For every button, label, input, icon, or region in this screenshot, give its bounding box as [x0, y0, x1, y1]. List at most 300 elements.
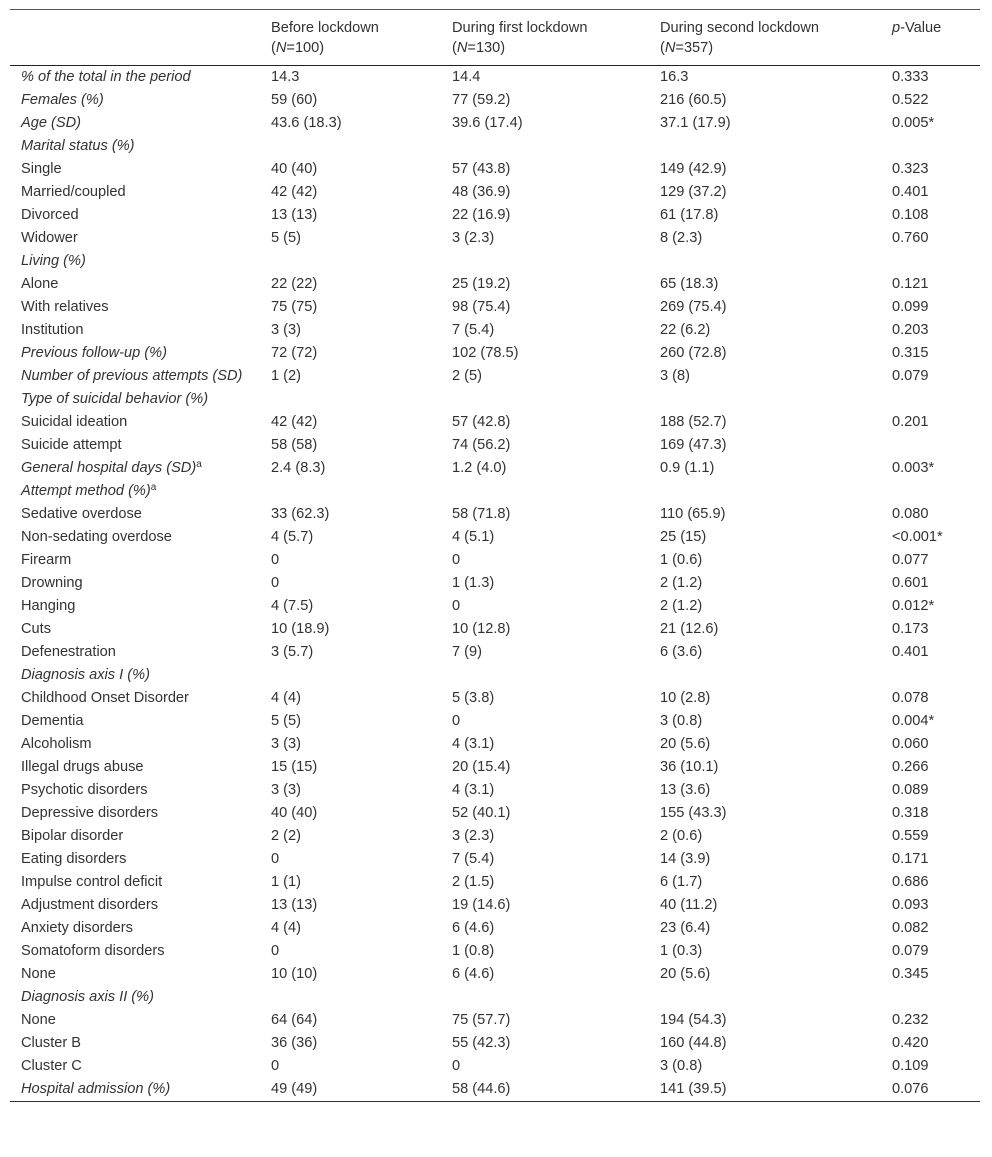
- row-label: [10, 595, 260, 618]
- table-row: [10, 503, 980, 526]
- row-label: [10, 89, 260, 112]
- before-lockdown-cell: 4 (5.7): [271, 529, 314, 545]
- row-label: [10, 503, 260, 526]
- first-lockdown-cell: 1 (0.8): [452, 943, 495, 959]
- first-lockdown-cell: 48 (36.9): [452, 184, 511, 200]
- p-value-cell: 0.079: [892, 368, 929, 384]
- p-value-cell: 0.012*: [892, 598, 935, 614]
- before-lockdown-cell: [260, 986, 441, 1009]
- p-value-cell: 0.323: [892, 161, 929, 177]
- row-label-text: Alone: [21, 276, 59, 292]
- p-value-cell: 0.333: [892, 69, 929, 85]
- first-lockdown-cell: 6 (4.6): [452, 920, 495, 936]
- before-lockdown-cell: 3 (3): [271, 782, 302, 798]
- table-section-row: [10, 986, 980, 1009]
- second-lockdown-cell: 160 (44.8): [660, 1035, 727, 1051]
- first-lockdown-cell: 55 (42.3): [452, 1035, 511, 1051]
- second-lockdown-cell: [649, 135, 881, 158]
- table-row: [10, 687, 980, 710]
- table-row: [10, 411, 980, 434]
- row-label-text: Anxiety disorders: [21, 920, 133, 936]
- first-lockdown-cell: 1 (1.3): [452, 575, 495, 591]
- table-row: [10, 1009, 980, 1032]
- header-n-prefix: (: [271, 40, 276, 56]
- before-lockdown-cell: 59 (60): [271, 92, 318, 108]
- second-lockdown-cell: 20 (5.6): [660, 736, 711, 752]
- row-label: [10, 549, 260, 572]
- before-lockdown-cell: 49 (49): [271, 1081, 318, 1097]
- second-lockdown-cell: 3 (0.8): [660, 713, 703, 729]
- before-lockdown-cell: 10 (10): [271, 966, 318, 982]
- p-value-cell: [881, 434, 980, 457]
- table-row: [10, 434, 980, 457]
- row-label-text: None: [21, 966, 56, 982]
- table-row: [10, 641, 980, 664]
- row-label-text: Impulse control deficit: [21, 874, 163, 890]
- table-row: [10, 1032, 980, 1055]
- row-label-text: Widower: [21, 230, 78, 246]
- row-label-text: Bipolar disorder: [21, 828, 124, 844]
- first-lockdown-cell: 0: [452, 598, 461, 614]
- row-label: [10, 825, 260, 848]
- second-lockdown-cell: 2 (1.2): [660, 575, 703, 591]
- row-label-text: Married/coupled: [21, 184, 126, 200]
- header-cell-empty: [10, 10, 260, 66]
- before-lockdown-cell: 4 (4): [271, 920, 302, 936]
- second-lockdown-cell: 129 (37.2): [660, 184, 727, 200]
- table-section-row: [10, 342, 980, 365]
- row-label: [10, 457, 260, 480]
- header-n-value: =357): [675, 40, 714, 56]
- row-label-text: None: [21, 1012, 56, 1028]
- p-value-cell: [881, 388, 980, 411]
- table-body: [10, 66, 980, 1102]
- before-lockdown-cell: 5 (5): [271, 713, 302, 729]
- table-row: [10, 802, 980, 825]
- p-symbol: p: [892, 20, 901, 36]
- table-row: [10, 618, 980, 641]
- table-row: [10, 319, 980, 342]
- second-lockdown-cell: 13 (3.6): [660, 782, 711, 798]
- p-value-cell: 0.203: [892, 322, 929, 338]
- row-label-text: Hospital admission (%): [21, 1081, 171, 1097]
- footnote-marker: a: [196, 459, 202, 470]
- row-label-text: Non-sedating overdose: [21, 529, 172, 545]
- table-row: [10, 710, 980, 733]
- first-lockdown-cell: [441, 986, 649, 1009]
- row-label-text: Somatoform disorders: [21, 943, 165, 959]
- row-label: [10, 135, 260, 158]
- before-lockdown-cell: 3 (3): [271, 736, 302, 752]
- table-row: [10, 733, 980, 756]
- header-n-symbol: N: [664, 40, 676, 56]
- second-lockdown-cell: 1 (0.6): [660, 552, 703, 568]
- lockdown-comparison-table: [10, 9, 980, 1102]
- before-lockdown-cell: [260, 664, 441, 687]
- row-label: [10, 917, 260, 940]
- first-lockdown-cell: 20 (15.4): [452, 759, 511, 775]
- before-lockdown-cell: 22 (22): [271, 276, 318, 292]
- second-lockdown-cell: [649, 664, 881, 687]
- before-lockdown-cell: 3 (5.7): [271, 644, 314, 660]
- p-value-cell: [881, 250, 980, 273]
- first-lockdown-cell: 6 (4.6): [452, 966, 495, 982]
- first-lockdown-cell: 7 (5.4): [452, 851, 495, 867]
- p-value-cell: 0.522: [892, 92, 929, 108]
- before-lockdown-cell: 1 (1): [271, 874, 302, 890]
- before-lockdown-cell: 0: [271, 552, 280, 568]
- row-label: [10, 641, 260, 664]
- row-label-text: % of the total in the period: [21, 69, 191, 85]
- first-lockdown-cell: 19 (14.6): [452, 897, 511, 913]
- before-lockdown-cell: [260, 480, 441, 503]
- table-section-row: [10, 664, 980, 687]
- header-n-symbol: N: [275, 40, 287, 56]
- row-label: [10, 802, 260, 825]
- row-label-text: Depressive disorders: [21, 805, 159, 821]
- p-value-cell: 0.076: [892, 1081, 929, 1097]
- row-label: [10, 273, 260, 296]
- row-label-text: Divorced: [21, 207, 79, 223]
- row-label-text: Childhood Onset Disorder: [21, 690, 189, 706]
- before-lockdown-cell: 75 (75): [271, 299, 318, 315]
- row-label-text: Defenestration: [21, 644, 116, 660]
- row-label: [10, 871, 260, 894]
- p-value-cell: 0.121: [892, 276, 929, 292]
- row-label: [10, 963, 260, 986]
- second-lockdown-cell: 260 (72.8): [660, 345, 727, 361]
- second-lockdown-cell: 269 (75.4): [660, 299, 727, 315]
- second-lockdown-cell: 6 (1.7): [660, 874, 703, 890]
- table-row: [10, 273, 980, 296]
- first-lockdown-cell: [441, 664, 649, 687]
- p-value-cell: 0.601: [892, 575, 929, 591]
- first-lockdown-cell: [441, 480, 649, 503]
- second-lockdown-cell: [649, 388, 881, 411]
- first-lockdown-cell: 1.2 (4.0): [452, 460, 507, 476]
- row-label: [10, 342, 260, 365]
- first-lockdown-cell: 57 (43.8): [452, 161, 511, 177]
- first-lockdown-cell: 77 (59.2): [452, 92, 511, 108]
- first-lockdown-cell: 3 (2.3): [452, 828, 495, 844]
- data-table-container: [10, 9, 980, 1102]
- p-value-cell: 0.080: [892, 506, 929, 522]
- table-row: [10, 158, 980, 181]
- p-value-cell: 0.401: [892, 644, 929, 660]
- first-lockdown-cell: 2 (5): [452, 368, 483, 384]
- row-label: [10, 733, 260, 756]
- row-label-text: Illegal drugs abuse: [21, 759, 144, 775]
- table-row: [10, 871, 980, 894]
- p-value-cell: 0.093: [892, 897, 929, 913]
- first-lockdown-cell: 58 (71.8): [452, 506, 511, 522]
- second-lockdown-cell: 65 (18.3): [660, 276, 719, 292]
- row-label: [10, 480, 260, 503]
- table-row: [10, 963, 980, 986]
- before-lockdown-cell: 1 (2): [271, 368, 302, 384]
- table-row: [10, 227, 980, 250]
- row-label: [10, 687, 260, 710]
- row-label-text: General hospital days (SD): [21, 460, 197, 476]
- second-lockdown-cell: 37.1 (17.9): [660, 115, 731, 131]
- first-lockdown-cell: 58 (44.6): [452, 1081, 511, 1097]
- table-section-row: [10, 112, 980, 135]
- before-lockdown-cell: 0: [271, 851, 280, 867]
- second-lockdown-cell: 169 (47.3): [660, 437, 727, 453]
- first-lockdown-cell: [441, 135, 649, 158]
- p-value-cell: 0.003*: [892, 460, 935, 476]
- second-lockdown-cell: 25 (15): [660, 529, 707, 545]
- before-lockdown-cell: 3 (3): [271, 322, 302, 338]
- header-cell-first-lockdown: [441, 10, 649, 66]
- before-lockdown-cell: 33 (62.3): [271, 506, 330, 522]
- first-lockdown-cell: 7 (9): [452, 644, 483, 660]
- p-value-cell: [881, 986, 980, 1009]
- before-lockdown-cell: 10 (18.9): [271, 621, 330, 637]
- row-label: [10, 181, 260, 204]
- first-lockdown-cell: [441, 388, 649, 411]
- second-lockdown-cell: 3 (0.8): [660, 1058, 703, 1074]
- p-value-cell: 0.315: [892, 345, 929, 361]
- row-label-text: Hanging: [21, 598, 76, 614]
- row-label: [10, 526, 260, 549]
- second-lockdown-cell: 16.3: [660, 69, 689, 85]
- before-lockdown-cell: 64 (64): [271, 1012, 318, 1028]
- second-lockdown-cell: 149 (42.9): [660, 161, 727, 177]
- header-title: Before lockdown: [271, 20, 379, 36]
- header-row: [10, 10, 980, 66]
- row-label-text: Females (%): [21, 92, 104, 108]
- before-lockdown-cell: 42 (42): [271, 414, 318, 430]
- row-label: [10, 1009, 260, 1032]
- first-lockdown-cell: 39.6 (17.4): [452, 115, 523, 131]
- p-value-cell: 0.077: [892, 552, 929, 568]
- first-lockdown-cell: 0: [452, 552, 461, 568]
- second-lockdown-cell: [649, 986, 881, 1009]
- before-lockdown-cell: [260, 388, 441, 411]
- table-section-row: [10, 1078, 980, 1102]
- table-section-row: [10, 457, 980, 480]
- before-lockdown-cell: 36 (36): [271, 1035, 318, 1051]
- first-lockdown-cell: 14.4: [452, 69, 481, 85]
- before-lockdown-cell: 14.3: [271, 69, 300, 85]
- p-value-cell: 0.078: [892, 690, 929, 706]
- row-label: [10, 848, 260, 871]
- table-row: [10, 204, 980, 227]
- before-lockdown-cell: 4 (7.5): [271, 598, 314, 614]
- first-lockdown-cell: 0: [452, 1058, 461, 1074]
- table-section-row: [10, 66, 980, 90]
- header-title: During first lockdown: [452, 20, 588, 36]
- table-row: [10, 894, 980, 917]
- second-lockdown-cell: [649, 480, 881, 503]
- table-row: [10, 595, 980, 618]
- p-value-cell: 0.559: [892, 828, 929, 844]
- first-lockdown-cell: 75 (57.7): [452, 1012, 511, 1028]
- row-label: [10, 227, 260, 250]
- row-label-text: Living (%): [21, 253, 86, 269]
- header-cell-before-lockdown: [260, 10, 441, 66]
- p-value-cell: 0.266: [892, 759, 929, 775]
- before-lockdown-cell: 72 (72): [271, 345, 318, 361]
- header-n-prefix: (: [452, 40, 457, 56]
- before-lockdown-cell: [260, 135, 441, 158]
- p-value-cell: 0.173: [892, 621, 929, 637]
- row-label-text: Attempt method (%): [21, 483, 151, 499]
- table-row: [10, 1055, 980, 1078]
- before-lockdown-cell: 40 (40): [271, 805, 318, 821]
- first-lockdown-cell: 10 (12.8): [452, 621, 511, 637]
- row-label-text: Previous follow-up (%): [21, 345, 167, 361]
- row-label-text: Type of suicidal behavior (%): [21, 391, 209, 407]
- row-label-text: Diagnosis axis I (%): [21, 667, 150, 683]
- before-lockdown-cell: 2 (2): [271, 828, 302, 844]
- before-lockdown-cell: 0: [271, 575, 280, 591]
- p-value-cell: 0.109: [892, 1058, 929, 1074]
- before-lockdown-cell: [260, 250, 441, 273]
- second-lockdown-cell: 14 (3.9): [660, 851, 711, 867]
- row-label: [10, 365, 260, 388]
- table-section-row: [10, 365, 980, 388]
- first-lockdown-cell: 74 (56.2): [452, 437, 511, 453]
- p-value-cell: 0.232: [892, 1012, 929, 1028]
- table-section-row: [10, 89, 980, 112]
- second-lockdown-cell: 188 (52.7): [660, 414, 727, 430]
- row-label: [10, 1032, 260, 1055]
- row-label-text: Drowning: [21, 575, 83, 591]
- row-label: [10, 158, 260, 181]
- header-n-value: =130): [467, 40, 506, 56]
- before-lockdown-cell: 13 (13): [271, 207, 318, 223]
- before-lockdown-cell: 40 (40): [271, 161, 318, 177]
- first-lockdown-cell: 57 (42.8): [452, 414, 511, 430]
- row-label: [10, 664, 260, 687]
- p-value-cell: 0.089: [892, 782, 929, 798]
- before-lockdown-cell: 15 (15): [271, 759, 318, 775]
- before-lockdown-cell: 42 (42): [271, 184, 318, 200]
- second-lockdown-cell: 3 (8): [660, 368, 691, 384]
- table-row: [10, 296, 980, 319]
- second-lockdown-cell: 8 (2.3): [660, 230, 703, 246]
- first-lockdown-cell: 98 (75.4): [452, 299, 511, 315]
- row-label-text: Adjustment disorders: [21, 897, 159, 913]
- header-title: During second lockdown: [660, 20, 819, 36]
- second-lockdown-cell: 21 (12.6): [660, 621, 719, 637]
- second-lockdown-cell: 194 (54.3): [660, 1012, 727, 1028]
- table-row: [10, 181, 980, 204]
- second-lockdown-cell: 20 (5.6): [660, 966, 711, 982]
- before-lockdown-cell: 4 (4): [271, 690, 302, 706]
- row-label-text: Firearm: [21, 552, 72, 568]
- row-label-text: Marital status (%): [21, 138, 135, 154]
- table-row: [10, 526, 980, 549]
- table-section-row: [10, 135, 980, 158]
- first-lockdown-cell: 2 (1.5): [452, 874, 495, 890]
- p-value-cell: 0.686: [892, 874, 929, 890]
- p-value-label: -Value: [900, 20, 942, 36]
- first-lockdown-cell: 4 (3.1): [452, 736, 495, 752]
- first-lockdown-cell: 22 (16.9): [452, 207, 511, 223]
- before-lockdown-cell: 58 (58): [271, 437, 318, 453]
- p-value-cell: 0.171: [892, 851, 929, 867]
- p-value-cell: [881, 135, 980, 158]
- table-row: [10, 940, 980, 963]
- second-lockdown-cell: 23 (6.4): [660, 920, 711, 936]
- first-lockdown-cell: 4 (5.1): [452, 529, 495, 545]
- row-label: [10, 986, 260, 1009]
- first-lockdown-cell: 52 (40.1): [452, 805, 511, 821]
- p-value-cell: 0.060: [892, 736, 929, 752]
- before-lockdown-cell: 13 (13): [271, 897, 318, 913]
- second-lockdown-cell: [649, 250, 881, 273]
- row-label: [10, 388, 260, 411]
- row-label-text: Eating disorders: [21, 851, 127, 867]
- row-label: [10, 940, 260, 963]
- row-label: [10, 66, 260, 90]
- table-row: [10, 779, 980, 802]
- p-value-cell: 0.005*: [892, 115, 935, 131]
- first-lockdown-cell: 5 (3.8): [452, 690, 495, 706]
- second-lockdown-cell: 10 (2.8): [660, 690, 711, 706]
- table-row: [10, 756, 980, 779]
- row-label-text: Dementia: [21, 713, 84, 729]
- second-lockdown-cell: 2 (1.2): [660, 598, 703, 614]
- row-label-text: With relatives: [21, 299, 109, 315]
- row-label: [10, 618, 260, 641]
- table-section-row: [10, 250, 980, 273]
- row-label-text: Cuts: [21, 621, 52, 637]
- row-label-text: Cluster B: [21, 1035, 82, 1051]
- second-lockdown-cell: 1 (0.3): [660, 943, 703, 959]
- first-lockdown-cell: 25 (19.2): [452, 276, 511, 292]
- row-label: [10, 296, 260, 319]
- before-lockdown-cell: 5 (5): [271, 230, 302, 246]
- row-label: [10, 250, 260, 273]
- table-header: [10, 10, 980, 66]
- second-lockdown-cell: 40 (11.2): [660, 897, 718, 913]
- row-label: [10, 894, 260, 917]
- p-value-cell: 0.079: [892, 943, 929, 959]
- row-label-text: Sedative overdose: [21, 506, 142, 522]
- row-label: [10, 710, 260, 733]
- row-label: [10, 1078, 260, 1102]
- row-label-text: Institution: [21, 322, 84, 338]
- first-lockdown-cell: 0: [452, 713, 461, 729]
- second-lockdown-cell: 2 (0.6): [660, 828, 703, 844]
- first-lockdown-cell: 7 (5.4): [452, 322, 495, 338]
- second-lockdown-cell: 155 (43.3): [660, 805, 727, 821]
- header-n-value: =100): [286, 40, 325, 56]
- second-lockdown-cell: 22 (6.2): [660, 322, 711, 338]
- p-value-cell: 0.201: [892, 414, 929, 430]
- row-label-text: Single: [21, 161, 62, 177]
- row-label: [10, 572, 260, 595]
- second-lockdown-cell: 36 (10.1): [660, 759, 719, 775]
- header-cell-second-lockdown: [649, 10, 881, 66]
- p-value-cell: [881, 664, 980, 687]
- row-label-text: Suicide attempt: [21, 437, 122, 453]
- p-value-cell: 0.318: [892, 805, 929, 821]
- row-label: [10, 204, 260, 227]
- before-lockdown-cell: 43.6 (18.3): [271, 115, 342, 131]
- before-lockdown-cell: 0: [271, 1058, 280, 1074]
- header-cell-p-value: [881, 10, 980, 66]
- p-value-cell: 0.108: [892, 207, 929, 223]
- row-label: [10, 756, 260, 779]
- before-lockdown-cell: 0: [271, 943, 280, 959]
- row-label: [10, 411, 260, 434]
- row-label-text: Age (SD): [21, 115, 82, 131]
